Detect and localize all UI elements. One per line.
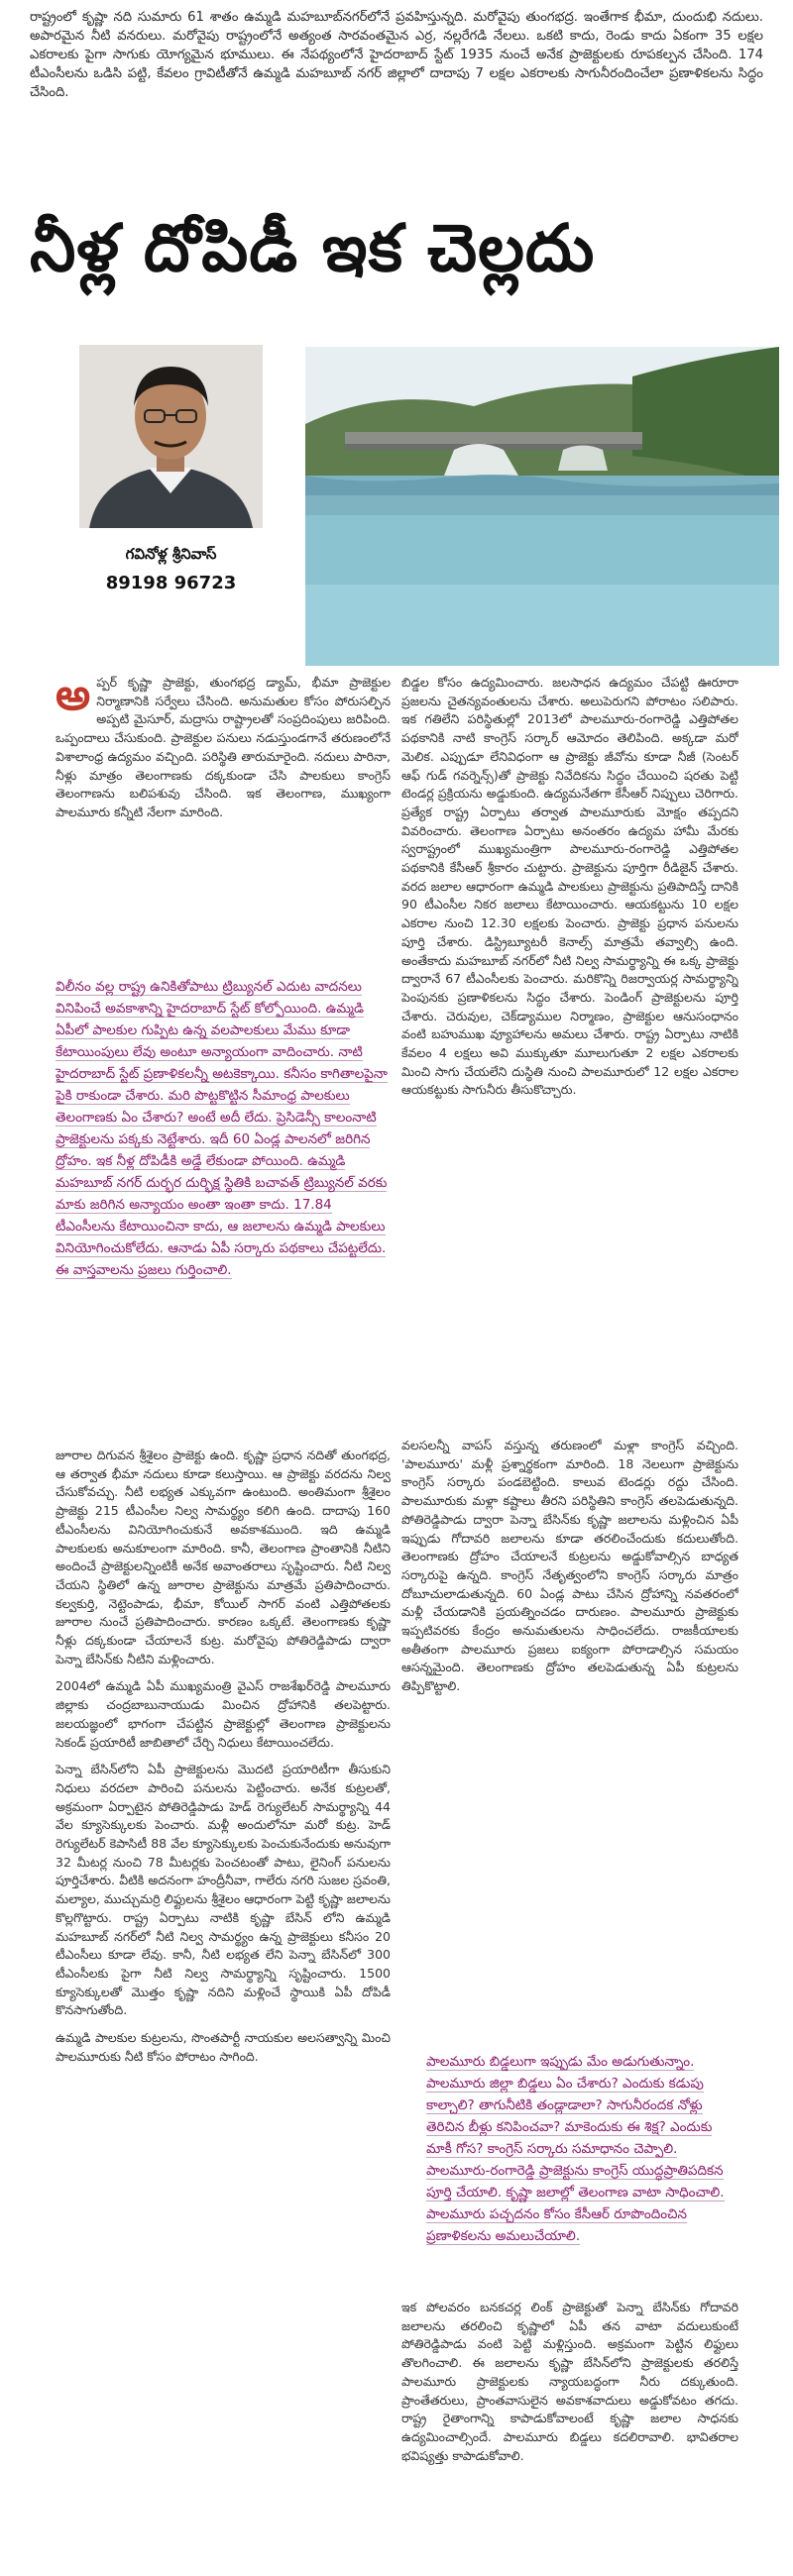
headline: నీళ్ల దోపిడీ ఇక చెల్లదు bbox=[30, 210, 596, 286]
pull-quote-text: పాలమూరు బిడ్డలుగా ఇప్పుడు మేం అడుగుతున్నాం. పాలమూరు జిల్లా బిడ్డలు ఏం చేశారు? ఎందుకు కడుపు కాల్చాలి? తాగునీటికి తండ్లాడాలా? సాగునీరందక నోళ్లు తెరిచిన బీళ్లు కనిపించవా? మాకెందుకు ఈ శిక్ష? ఎందుకు మాకీ గోస? కాంగ్రెస్ సర్కారు సమాధానం చెప్పాలి. పాలమూరు-రంగారెడ్డి ప్రాజెక్టును కాంగ్రెస్ యుద్ధప్రాతిపదికన పూర్తి చేయాలి. కృష్ణా జలాల్లో తెలంగాణ వాటా సాధించాలి. పాలమూరు పచ్చదనం కోసం కేసీఆర్ రూపొందించిన ప్రణాళికలను అమలుచేయాలి. bbox=[426, 2054, 725, 2244]
author-photo bbox=[79, 345, 263, 528]
dam-reservoir-image bbox=[305, 347, 779, 666]
article-column-right-bottom bbox=[401, 2299, 738, 2564]
paragraph: 2004లో ఉమ్మడి ఏపీ ముఖ్యమంత్రి వైఎస్ రాజశేఖర్‌రెడ్డి పాలమూరు జిల్లాకు చంద్రబాబునాయుడు మించిన ద్రోహానికి తలపెట్టారు. జలయజ్ఞంలో భాగంగా చేపట్టిన ప్రాజెక్టుల్లో తెలంగాణ ప్రాజెక్టులను సెకండ్ ప్రయారిటీ జాబితాలో చేర్చి నిధులు కేటాయించలేదు. bbox=[56, 1678, 391, 1750]
paragraph: జూరాల దిగువన శ్రీశైలం ప్రాజెక్టు ఉంది. కృష్ణా ప్రధాన నదితో తుంగభద్ర, ఆ తర్వాత భీమా నదులు కూడా కలుస్తాయి. ఆ ప్రాజెక్టు వరదను నిల్వ చేసుకోవచ్చు. నీటి లభ్యత ఎక్కువగా ఉంటుంది. అంతిమంగా శ్రీశైలం ప్రాజెక్టు 215 టీఎంసీల నిల్వ సామర్థ్యం కలిగి ఉంది. దాదాపు 160 టీఎంసీలను వినియోగించుకునే అవకాశముంది. ఇది ఉమ్మడి పాలకులకు అనుకూలంగా మారింది. కానీ, తెలంగాణ ప్రాంతానికి నీటిని అందించే ప్రాజెక్టులన్నింటికీ అనేక అవాంతరాలు సృష్టించారు. నీటి నిల్వ చేయని స్థితిలో ఉన్న జూరాల ప్రాజెక్టును మాత్రమే ప్రతిపాదించారు. కల్వకుర్తి, నెట్టెంపాడు, భీమా, కోయిల్ సాగర్ వంటి ఎత్తిపోతలకు జూరాల నుంచే ప్రతిపాదించారు. కారణం ఒక్కటే. తెలంగాణకు కృష్ణా నీళ్లు దక్కకుండా చేయాలనే కుట్ర. మరోవైపు పోతిరెడ్డిపాడు ద్వారా పెన్నా బేసిన్‌కు నీటిని మళ్లించారు. bbox=[56, 1448, 391, 1666]
author-name: గవినోళ్ల శ్రీనివాస్ bbox=[125, 545, 217, 563]
dam-photo bbox=[305, 347, 779, 666]
author-portrait-image bbox=[79, 345, 263, 528]
paragraph: ఉమ్మడి పాలకుల కుట్రలను, సొంతపార్టీ నాయకుల అలసత్వాన్ని మించి పాలమూరుకు నీటి కోసం పోరాటం సాగింది. bbox=[56, 2030, 391, 2064]
paragraph: బిడ్డల కోసం ఉద్యమించారు. జలసాధన ఉద్యమం చేపట్టి ఊరూరా ప్రజలను చైతన్యవంతులను చేశారు. అలుపెరుగని పోరాటం సలిపారు. ఇక గతిలేని పరిస్థితుల్లో 2013లో పాలమూరు-రంగారెడ్డి ఎత్తిపోతల పథకానికి నాటి కాంగ్రెస్ సర్కార్ ఆమోదం తెలిపింది. అక్కడా మరో మెలిక. ఎప్పుడూ లేనివిధంగా ఆ ప్రాజెక్టు జీవోను కూడా నీజీ (సెంటర్ ఆఫ్ గుడ్ గవర్నెన్స్)తో ప్రాజెక్టు నివేదికను సిద్ధం చేయించి షరతు పెట్టి టెండర్ల ప్రక్రియను అడ్డుకుంది. ఉద్యమనేతగా కేసీఆర్ నిప్పులు చెరిగారు. ప్రత్యేక రాష్ట్ర ఏర్పాటు తర్వాత పాలమూరుకు మోక్షం తప్పదని వివరించారు. తెలంగాణ ఏర్పాటు అనంతరం ఉద్యమ హామీ మేరకు స్వరాష్ట్రంలో ముఖ్యమంత్రిగా పాలమూరు-రంగారెడ్డి ఎత్తిపోతల పథకానికి కేసీఆర్ శ్రీకారం చుట్టారు. ప్రాజెక్టును పూర్తిగా రీడిజైన్ చేశారు. వరద జలాల ఆధారంగా ఉమ్మడి పాలకులు ప్రాజెక్టును ప్రతిపాదిస్తే దానికి 90 టీఎంసీల నికర జలాలు కేటాయించారు. ఆయకట్టును 10 లక్షల ఎకరాల నుంచి 12.30 లక్షలకు పెంచారు. ప్రాజెక్టు ప్రధాన పనులను పూర్తి చేశారు. డిస్ట్రిబ్యూటరీ కెనాల్స్ మాత్రమే తవ్వాల్సి ఉంది. అంతేకాదు మహబూబ్ నగర్‌లో నీటి నిల్వ సామర్థ్యాన్ని ఈ ఒక్క ప్రాజెక్టు ద్వారానే 67 టీఎంసీలకు పెంచారు. మరికొన్ని రిజర్వాయర్ల సామర్థ్యాన్ని పెంపునకు ప్రణాళికలను సిద్ధం చేశారు. పెండింగ్ ప్రాజెక్టులను పూర్తి చేశారు. చెరువుల, చెక్‌డ్యాముల నిర్మాణం, ప్రాజెక్టుల ఆనుసంధానం వంటి బహుముఖ వ్యూహాలను అమలు చేశారు. రాష్ట్ర ఏర్పాటు నాటికి కేవలం 4 లక్షలు అవి ముక్కుతూ మూలుగుతూ 2 లక్షల ఎకరాలకు మించి సాగు చేయలేని దుస్థితి నుంచి పాలమూరులో 12 లక్షల ఎకరాల ఆయకట్టుకు సాగునీరు తీసుకొచ్చారు. bbox=[401, 675, 738, 1098]
drop-cap: అ bbox=[56, 674, 91, 720]
pull-quote-left bbox=[56, 976, 391, 1442]
intro-text: రాష్ట్రంలో కృష్ణా నది సుమారు 61 శాతం ఉమ్మడి మహబూబ్‌నగర్‌లోనే ప్రవహిస్తున్నది. మరోవైపు తుంగభద్ర. ఇంతేగాక భీమా, దుందుభి నదులు. అపారమైన నీటి వనరులు. మరోవైపు రాష్ట్రంలోనే అత్యంత సారవంతమైన ఎర్ర, నల్లరేగడి నేలలు. ఒకటి కాదు, రెండు కాదు ఏకంగా 35 లక్షల ఎకరాలకు పైగా సాగుకు యోగ్యమైన భూములు. ఈ నేపథ్యంలోనే హైదరాబాద్ స్టేట్ 1935 నుంచే అనేక ప్రాజెక్టులకు రూపకల్పన చేసింది. 174 టీఎంసీలను ఒడిసి పట్టి, కేవలం గ్రావిటీతోనే ఉమ్మడి మహబూబ్ నగర్ జిల్లాలో దాదాపు 7 లక్షల ఎకరాలకు సాగునీరందించేలా ప్రణాళికలను సిద్ధం చేసింది. bbox=[30, 10, 763, 100]
article-column-right-middle bbox=[401, 1437, 738, 2041]
article-column-left-bottom bbox=[56, 1447, 391, 2564]
paragraph: ఇక పోలవరం బనకచర్ల లింక్ ప్రాజెక్టుతో పెన్నా బేసిన్‌కు గోదావరి జలాలను తరలించి కృష్ణాలో ఏపీ తన వాటా వదులుకుంటే పోతిరెడ్డిపాడు వంటి పెట్టి మళ్లిస్తుంది. అక్రమంగా పెట్టిన లిఫ్టులు తొలగించాలి. ఈ జలాలను కృష్ణా బేసిన్‌లోని ప్రాజెక్టులకు తరలిస్తే పాలమూరు ప్రాజెక్టులకు న్యాయబద్ధంగా నీరు దక్కుతుంది. ప్రాంతేతరులు, ప్రాంతవాసులైన అవకాశవాదులు అడ్డుకోవటం తగదు. రాష్ట్ర రైతాంగాన్ని కాపాడుకోవాలంటే కృష్ణా జలాల సాధనకు ఉద్యమించాల్సిందే. పాలమూరు బిడ్డలు కదలిరావాలి. భావితరాల భవిష్యత్తు కాపాడుకోవాలి. bbox=[401, 2300, 738, 2463]
paragraph: వలసలన్నీ వాపస్ వస్తున్న తరుణంలో మళ్లా కాంగ్రెస్ వచ్చింది. 'పాలమూరు' మళ్లీ ప్రశ్నార్థకంగా మారింది. 18 నెలలుగా ప్రాజెక్టును కాంగ్రెస్ సర్కారు పండబెట్టింది. కాలువ టెండర్లు రద్దు చేసింది. పాలమూరుకు మళ్లా కష్టాలు తీరని పరిస్థితిని కాంగ్రెస్ తలపెడుతున్నది. పోతిరెడ్డిపాడు ద్వారా పెన్నా బేసిన్‌కు కృష్ణా జలాలను మళ్లించిన ఏపీ ఇప్పుడు గోదావరి జలాలను కూడా తరలించేందుకు కదులుతోంది. తెలంగాణకు ద్రోహం చేయాలనే కుట్రలను అడ్డుకోవాల్సిన బాధ్యత సర్కారుపై ఉన్నది. కాంగ్రెస్ నేతృత్వంలోని కాంగ్రెస్ సర్కారు మాత్రం దోబూచులాడుతున్నది. 60 ఏండ్ల పాటు చేసిన ద్రోహాన్ని నవతరంలో మళ్లీ చేయడానికి ప్రయత్నించడం దారుణం. పాలమూరు ప్రాజెక్టుకు ఇప్పటివరకు కేంద్రం అనుమతులను సాధించలేదు. రాజకీయాలకు అతీతంగా పాలమూరు ప్రజలు ఐక్యంగా పోరాడాల్సిన సమయం ఆసన్నమైంది. తెలంగాణకు ద్రోహం తలపెడుతున్న ఏపీ కుట్రలను తిప్పికొట్టాలి. bbox=[401, 1438, 738, 1694]
author-phone: 89198 96723 bbox=[105, 573, 237, 593]
pull-quote-text: విలీనం వల్ల రాష్ట్ర ఉనికితోపాటు ట్రిబ్యునల్ ఎదుట వాదనలు వినిపించే అవకాశాన్ని హైదరాబాద్ స్టేట్ కోల్పోయింది. ఉమ్మడి ఏపీలో పాలకుల గుప్పిట ఉన్న వలపాలకులు మేము కూడా కేటాయింపులు లేవు అంటూ అన్యాయంగా వాదించారు. నాటి హైదరాబాద్ స్టేట్ ప్రణాళికలన్నీ అటకెక్కాయి. కనీసం కాగితాలపైనా పైకి రాకుండా చేశారు. మరి పొట్టకొట్టిన సీమాంధ్ర పాలకులు తెలంగాణకు ఏం చేశారు? అంటే అదీ లేదు. ప్రెసిడెన్సీ కాలంనాటి ప్రాజెక్టులను పక్కకు నెట్టేశారు. ఇదీ 60 ఏండ్ల పాలనలో జరిగిన ద్రోహం. ఇక నీళ్ల దోపిడీకి అడ్డే లేకుండా పోయింది. ఉమ్మడి మహబూబ్ నగర్ దుర్భర దుర్భిక్ష స్థితికి బచావత్ ట్రిబ్యునల్ వరకు మాకు జరిగిన అన్యాయం అంతా ఇంతా కాదు. 17.84 టీఎంసీలను కేటాయించినా కాదు, ఆ జలాలను ఉమ్మడి పాలకులు వినియోగించుకోలేదు. ఆనాడు ఏపీ సర్కారు పథకాలు చేపట్టలేదు. ఈ వాస్తవాలను ప్రజలు గుర్తించాలి. bbox=[56, 979, 388, 1278]
paragraph: ప్పర్ కృష్ణా ప్రాజెక్టు, తుంగభద్ర డ్యామ్, భీమా ప్రాజెక్టుల నిర్మాణానికి సర్వేలు చేసింది. అనుమతుల కోసం పోరుసల్పిన అప్పటి మైసూర్, మద్రాసు రాష్ట్రాలతో సంప్రదింపులు జరిపింది. ఒప్పందాలు చేసుకుంది. ప్రాజెక్టుల పనులు నడుస్తుండగానే తరుణంలోనే విశాలాంధ్ర ఉద్యమం వచ్చింది. పరిస్థితి తారుమారైంది. నదులు పారినా, నీళ్లు మాత్రం తెలంగాణకు దక్కకుండా చేసి పాలకులు కాంగ్రెస్ తెలంగాణను బలిపశువు చేసింది. ఇక తెలంగాణ, ముఖ్యంగా పాలమూరు కన్నీటి నేలగా మారింది. bbox=[56, 675, 391, 819]
pull-quote-right bbox=[426, 2051, 738, 2294]
article-column-right-top bbox=[401, 674, 738, 1427]
article-column-left-top bbox=[56, 674, 391, 971]
intro-paragraph bbox=[30, 8, 763, 186]
paragraph: పెన్నా బేసిన్‌లోని ఏపీ ప్రాజెక్టులను మొదటి ప్రయారిటీగా తీసుకుని నిధులు వరదలా పారించి పనులను పెట్టించారు. అనేక కుట్రలతో, అక్రమంగా ఏర్పాటైన పోతిరెడ్డిపాడు హెడ్ రెగ్యులేటర్ సామర్థ్యాన్ని 44 వేల క్యూసెక్కులకు పెంచారు. మళ్లీ అందులోనూ మరో కుట్ర. హెడ్ రెగ్యులేటర్ కెపాసిటీ 88 వేల క్యూసెక్కులకు పెంచుకునేందుకు అనువుగా 32 మీటర్ల నుంచి 78 మీటర్లకు పెంచటంతో పాటు, లైనింగ్ పనులను పూర్తిచేశారు. వీటికి అదనంగా హంద్రీనీవా, గాలేరు నగరి సుజల స్రవంతి, మల్యాల, ముచ్చుమర్రి లిఫ్టులను శ్రీశైలం ఆధారంగా పెట్టి కృష్ణా జలాలను కొల్లగొట్టారు. రాష్ట్ర ఏర్పాటు నాటికి కృష్ణా బేసిన్ లోని ఉమ్మడి మహబూబ్ నగర్‌లో నీటి నిల్వ సామర్థ్యం ఉన్న ప్రాజెక్టులు కనీసం 20 టీఎంసీలు కూడా లేవు. కానీ, నీటి లభ్యత లేని పెన్నా బేసిన్‌లో 300 టీఎంసీలకు పైగా నీటి నిల్వ సామర్థ్యాన్ని సృష్టించారు. 1500 క్యూసెక్కులతో మొత్తం కృష్ణా నదిని మళ్లించే స్థాయికి ఏపీ దోపిడీ కొనసాగుతోంది. bbox=[56, 1762, 391, 2018]
